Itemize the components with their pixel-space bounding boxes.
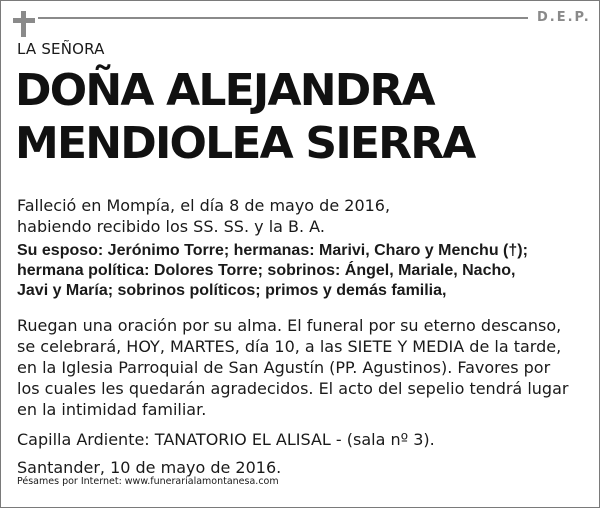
family-line: Javi y María; sobrinos políticos; primos y demás familia, [17,282,447,299]
name-line-1: DOÑA ALEJANDRA [15,65,434,116]
death-line: Falleció en Mompía, el día 8 de mayo de 2016, [17,196,391,215]
family-line: hermana política: Dolores Torre; sobrinos: Ángel, Mariale, Nacho, [17,262,516,279]
death-line: habiendo recibido los SS. SS. y la B. A. [17,217,325,236]
place-date: Santander, 10 de mayo de 2016. [17,458,282,477]
funeral-line: los cuales les quedarán agradecidos. El acto del sepelio tendrá lugar [17,379,569,398]
funeral-line: en la intimidad familiar. [17,400,207,419]
title-prefix: LA SEÑORA [17,40,105,58]
deceased-name [15,64,475,170]
death-details [17,195,390,237]
funeral-line: en la Iglesia Parroquial de San Agustín (PP. Agustinos). Favores por [17,358,551,377]
name-line-2: MENDIOLEA SIERRA [15,118,475,169]
funeral-line: Ruegan una oración por su alma. El funeral por su eterno descanso, [17,316,562,335]
header-rule [38,17,528,19]
cross-icon [13,11,35,37]
dep-label: D.E.P. [537,10,591,25]
family-line: Su esposo: Jerónimo Torre; hermanas: Marivi, Charo y Menchu (†); [17,242,528,259]
chapel-info: Capilla Ardiente: TANATORIO EL ALISAL - (sala nº 3). [17,430,435,449]
condolences-footer: Pésames por Internet: www.funerarialamontanesa.com [17,476,279,487]
funeral-details [17,315,568,420]
funeral-line: se celebrará, HOY, MARTES, día 10, a las SIETE Y MEDIA de la tarde, [17,337,562,356]
family-list [17,241,528,301]
